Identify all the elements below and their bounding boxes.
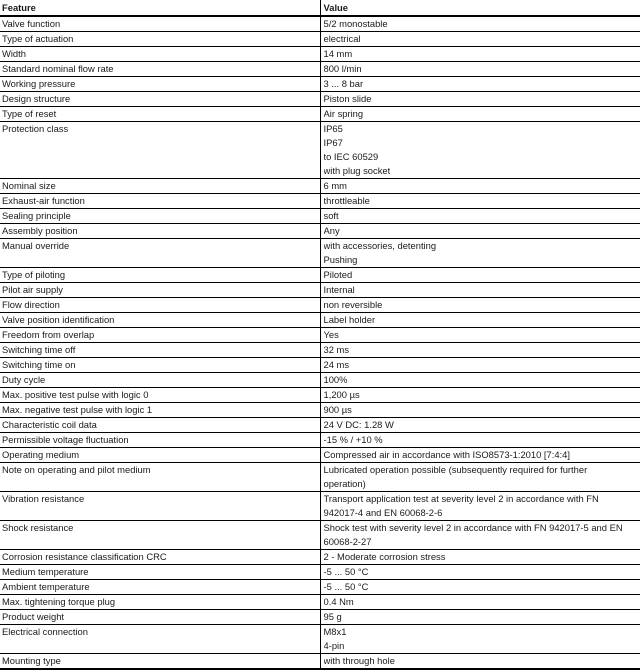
value-cell xyxy=(320,16,640,32)
value-line: 2 - Moderate corrosion stress xyxy=(324,550,640,564)
value-line: 14 mm xyxy=(324,47,640,61)
value-line: throttleable xyxy=(324,194,640,208)
table-row xyxy=(0,358,640,373)
value-line: IP65 xyxy=(324,122,640,136)
value-cell xyxy=(320,107,640,122)
feature-cell: Type of piloting xyxy=(0,268,320,283)
table-row xyxy=(0,343,640,358)
table-row xyxy=(0,373,640,388)
feature-cell: Type of actuation xyxy=(0,32,320,47)
feature-cell: Note on operating and pilot medium xyxy=(0,463,320,492)
value-line: 60068-2-27 xyxy=(324,535,640,549)
feature-cell: Shock resistance xyxy=(0,521,320,550)
table-row xyxy=(0,448,640,463)
table-row xyxy=(0,179,640,194)
value-line: Piloted xyxy=(324,268,640,282)
value-line: Any xyxy=(324,224,640,238)
value-line: Lubricated operation possible (subsequently required for further xyxy=(324,463,640,477)
value-line: 24 ms xyxy=(324,358,640,372)
table-row xyxy=(0,62,640,77)
table-row xyxy=(0,47,640,62)
value-line: Shock test with severity level 2 in accordance with FN 942017-5 and EN xyxy=(324,521,640,535)
feature-cell: Design structure xyxy=(0,92,320,107)
table-row xyxy=(0,403,640,418)
value-cell xyxy=(320,565,640,580)
feature-cell: Ambient temperature xyxy=(0,580,320,595)
value-cell xyxy=(320,418,640,433)
value-cell xyxy=(320,463,640,492)
feature-cell: Working pressure xyxy=(0,77,320,92)
table-row xyxy=(0,550,640,565)
feature-cell: Switching time on xyxy=(0,358,320,373)
table-row xyxy=(0,298,640,313)
feature-cell: Medium temperature xyxy=(0,565,320,580)
table-row xyxy=(0,521,640,550)
feature-cell: Standard nominal flow rate xyxy=(0,62,320,77)
value-line: operation) xyxy=(324,477,640,491)
feature-cell: Type of reset xyxy=(0,107,320,122)
feature-cell: Assembly position xyxy=(0,224,320,239)
table-row xyxy=(0,610,640,625)
feature-cell: Protection class xyxy=(0,122,320,179)
value-line: electrical xyxy=(324,32,640,46)
value-cell xyxy=(320,492,640,521)
feature-cell: Valve position identification xyxy=(0,313,320,328)
feature-cell: Manual override xyxy=(0,239,320,268)
table-row xyxy=(0,418,640,433)
value-cell xyxy=(320,47,640,62)
feature-cell: Flow direction xyxy=(0,298,320,313)
value-line: Transport application test at severity level 2 in accordance with FN xyxy=(324,492,640,506)
feature-cell: Max. negative test pulse with logic 1 xyxy=(0,403,320,418)
table-row xyxy=(0,194,640,209)
value-cell xyxy=(320,32,640,47)
table-row xyxy=(0,16,640,32)
value-line: -5 ... 50 °C xyxy=(324,580,640,594)
value-cell xyxy=(320,313,640,328)
feature-cell: Sealing principle xyxy=(0,209,320,224)
feature-cell: Corrosion resistance classification CRC xyxy=(0,550,320,565)
value-line: with through hole xyxy=(324,654,640,668)
value-line: Piston slide xyxy=(324,92,640,106)
feature-column-header: Feature xyxy=(0,0,320,16)
table-row xyxy=(0,92,640,107)
value-cell xyxy=(320,433,640,448)
value-line: 6 mm xyxy=(324,179,640,193)
table-body xyxy=(0,16,640,669)
feature-cell: Duty cycle xyxy=(0,373,320,388)
value-cell xyxy=(320,92,640,107)
value-line: M8x1 xyxy=(324,625,640,639)
value-cell xyxy=(320,179,640,194)
value-cell xyxy=(320,194,640,209)
value-cell xyxy=(320,268,640,283)
feature-cell: Max. tightening torque plug xyxy=(0,595,320,610)
value-cell xyxy=(320,343,640,358)
value-line: -15 % / +10 % xyxy=(324,433,640,447)
table-row xyxy=(0,32,640,47)
value-line: Label holder xyxy=(324,313,640,327)
feature-cell: Permissible voltage fluctuation xyxy=(0,433,320,448)
feature-cell: Width xyxy=(0,47,320,62)
value-cell xyxy=(320,580,640,595)
value-line: 100% xyxy=(324,373,640,387)
value-cell xyxy=(320,298,640,313)
value-line: 0.4 Nm xyxy=(324,595,640,609)
value-line: non reversible xyxy=(324,298,640,312)
table-row xyxy=(0,580,640,595)
value-line: Air spring xyxy=(324,107,640,121)
table-row xyxy=(0,224,640,239)
table-row xyxy=(0,492,640,521)
table-row xyxy=(0,595,640,610)
table-row xyxy=(0,328,640,343)
table-row xyxy=(0,433,640,448)
feature-cell: Freedom from overlap xyxy=(0,328,320,343)
value-cell xyxy=(320,224,640,239)
value-line: soft xyxy=(324,209,640,223)
table-header-row xyxy=(0,0,640,16)
feature-cell: Mounting type xyxy=(0,654,320,670)
feature-cell: Electrical connection xyxy=(0,625,320,654)
value-line: 32 ms xyxy=(324,343,640,357)
value-line: 4-pin xyxy=(324,639,640,653)
table-row xyxy=(0,283,640,298)
feature-cell: Nominal size xyxy=(0,179,320,194)
value-line: IP67 xyxy=(324,136,640,150)
value-line: 95 g xyxy=(324,610,640,624)
feature-cell: Valve function xyxy=(0,16,320,32)
feature-cell: Max. positive test pulse with logic 0 xyxy=(0,388,320,403)
value-cell xyxy=(320,62,640,77)
value-cell xyxy=(320,625,640,654)
value-cell xyxy=(320,388,640,403)
table-row xyxy=(0,77,640,92)
feature-cell: Product weight xyxy=(0,610,320,625)
value-line: 3 ... 8 bar xyxy=(324,77,640,91)
value-line: 942017-4 and EN 60068-2-6 xyxy=(324,506,640,520)
feature-cell: Exhaust-air function xyxy=(0,194,320,209)
value-cell xyxy=(320,373,640,388)
value-cell xyxy=(320,521,640,550)
value-line: 5/2 monostable xyxy=(324,17,640,31)
value-line: 900 µs xyxy=(324,403,640,417)
feature-cell: Operating medium xyxy=(0,448,320,463)
table-row xyxy=(0,388,640,403)
value-cell xyxy=(320,595,640,610)
value-cell xyxy=(320,610,640,625)
value-line: Pushing xyxy=(324,253,640,267)
value-column-header: Value xyxy=(320,0,640,16)
feature-cell: Pilot air supply xyxy=(0,283,320,298)
table-row xyxy=(0,107,640,122)
table-row xyxy=(0,239,640,268)
table-row xyxy=(0,122,640,179)
value-cell xyxy=(320,328,640,343)
table-row xyxy=(0,313,640,328)
value-cell xyxy=(320,358,640,373)
table-row xyxy=(0,463,640,492)
value-cell xyxy=(320,448,640,463)
value-line: Internal xyxy=(324,283,640,297)
value-line: 24 V DC: 1.28 W xyxy=(324,418,640,432)
value-line: 1,200 µs xyxy=(324,388,640,402)
table-row xyxy=(0,209,640,224)
value-cell xyxy=(320,403,640,418)
value-line: with plug socket xyxy=(324,164,640,178)
feature-cell: Characteristic coil data xyxy=(0,418,320,433)
value-line: to IEC 60529 xyxy=(324,150,640,164)
feature-cell: Switching time off xyxy=(0,343,320,358)
table-row xyxy=(0,625,640,654)
table-row xyxy=(0,654,640,670)
value-line: -5 ... 50 °C xyxy=(324,565,640,579)
value-cell xyxy=(320,283,640,298)
table-row xyxy=(0,268,640,283)
value-cell xyxy=(320,209,640,224)
value-line: Compressed air in accordance with ISO8573-1:2010 [7:4:4] xyxy=(324,448,640,462)
table-row xyxy=(0,565,640,580)
value-line: 800 l/min xyxy=(324,62,640,76)
value-line: with accessories, detenting xyxy=(324,239,640,253)
value-cell xyxy=(320,122,640,179)
value-line: Yes xyxy=(324,328,640,342)
value-cell xyxy=(320,77,640,92)
value-cell xyxy=(320,239,640,268)
value-cell xyxy=(320,550,640,565)
value-cell xyxy=(320,654,640,670)
feature-cell: Vibration resistance xyxy=(0,492,320,521)
